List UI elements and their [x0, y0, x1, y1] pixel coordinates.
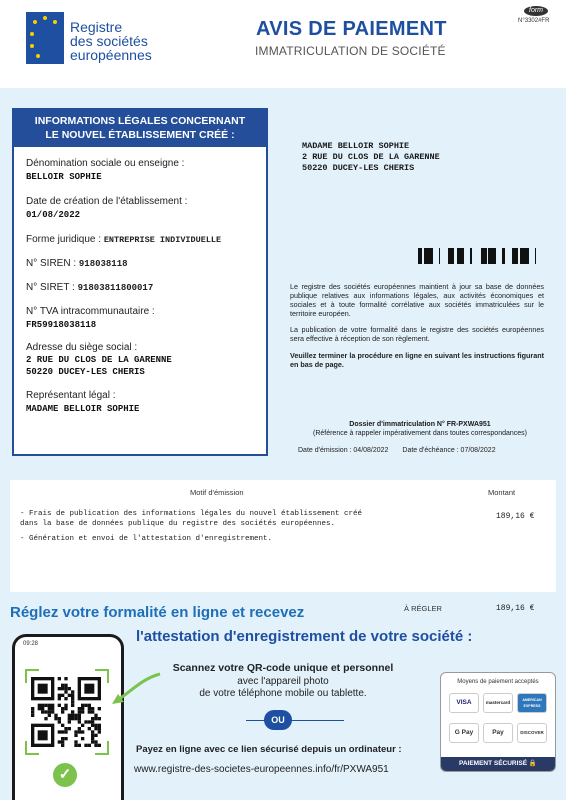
amount-due-label: À RÉGLER — [404, 604, 442, 613]
mastercard-card: mastercard — [483, 693, 513, 713]
tva-label: N° TVA intracommunautaire : — [26, 306, 155, 317]
brand-logo — [26, 8, 176, 72]
dossier-block — [300, 420, 540, 438]
pay-online-text: Payez en ligne avec ce lien sécurisé depuis un ordinateur : — [136, 744, 402, 755]
denomination-label: Dénomination sociale ou enseigne : — [26, 158, 185, 169]
representative-value: MADAME BELLOIR SOPHIE — [26, 404, 140, 414]
recipient-address — [302, 141, 440, 174]
brand-line-1: Registre — [70, 19, 123, 35]
billing-line-2: - Génération et envoi de l'attestation d'enregistrement. — [20, 535, 273, 543]
brand-name — [70, 20, 152, 62]
billing-line-1b: dans la base de données publique du registre des sociétés européennes. — [20, 520, 336, 528]
amount-due-value: 189,16 € — [496, 604, 535, 613]
legal-info-box — [12, 108, 268, 456]
siret-label: N° SIRET : — [26, 282, 75, 293]
phone-illustration — [12, 634, 124, 800]
notice-paragraph-3: Veuillez terminer la procédure en ligne en suivant les instructions figurant en bas de page. — [290, 351, 544, 369]
page-subtitle: IMMATRICULATION DE SOCIÉTÉ — [255, 44, 446, 58]
or-badge: OU — [264, 710, 292, 730]
siret-value: 91803811800017 — [77, 283, 154, 293]
billing-line-1a: - Frais de publication des informations légales du nouvel établissement créé — [20, 510, 363, 518]
creation-date-value: 01/08/2022 — [26, 210, 81, 220]
phone-time: 09:28 — [23, 641, 39, 647]
recipient-line-3: 50220 DUCEY-LES CHERIS — [302, 163, 415, 173]
brand-line-2: des sociétés — [70, 33, 148, 49]
check-icon: ✓ — [53, 763, 77, 787]
tva-value: FR59918038118 — [26, 320, 97, 330]
representative-label: Représentant légal : — [26, 390, 116, 401]
heading-line-2: LE NOUVEL ÉTABLISSEMENT CRÉÉ : — [45, 129, 235, 141]
scan-instructions — [150, 676, 416, 700]
legal-form-row — [26, 234, 221, 245]
lock-icon: 🔒 — [528, 760, 538, 767]
secure-payment-footer — [441, 757, 555, 771]
barcode — [418, 248, 542, 264]
qr-code[interactable] — [31, 677, 101, 747]
dossier-number: Dossier d'immatriculation N° FR-PXWA951 — [349, 421, 491, 428]
siret-row — [26, 282, 153, 293]
scan-line-2: de votre téléphone mobile ou tablette. — [199, 688, 367, 699]
payment-methods-box — [440, 672, 556, 772]
payment-methods-title: Moyens de paiement acceptés — [457, 679, 539, 685]
recipient-line-2: 2 RUE DU CLOS DE LA GARENNE — [302, 152, 440, 162]
scan-line-1: avec l'appareil photo — [237, 676, 329, 687]
siege-line-2: 50220 DUCEY-LES CHERIS — [26, 367, 145, 377]
form-number: N°3302#FR — [518, 18, 550, 24]
legal-form-value: ENTREPRISE INDIVIDUELLE — [103, 235, 222, 245]
emission-date: Date d'émission : 04/08/2022 — [298, 447, 389, 454]
recipient-line-1: MADAME BELLOIR SOPHIE — [302, 141, 410, 151]
amount-column-header: Montant — [488, 488, 516, 497]
google-pay-card: G Pay — [449, 723, 479, 743]
scan-title: Scannez votre QR-code unique et personnel — [172, 662, 394, 674]
dates-row — [298, 447, 496, 454]
discover-card: DISCOVER — [517, 723, 547, 743]
eu-flag-icon — [26, 12, 64, 64]
page-title: AVIS DE PAIEMENT — [256, 18, 447, 40]
motif-column-header: Motif d'émission — [190, 488, 244, 497]
form-badge: form — [524, 6, 548, 16]
secure-payment-label: PAIEMENT SÉCURISÉ — [458, 760, 528, 767]
legal-form-label: Forme juridique : — [26, 234, 102, 245]
heading-line-1: INFORMATIONS LÉGALES CONCERNANT — [34, 115, 246, 127]
denomination-value: BELLOIR SOPHIE — [26, 172, 102, 182]
notice-paragraph-1: Le registre des sociétés européennes maintient à jour sa base de données publique relatives aux informations légales, aux activités économiques et sociales et à toute formalité corrélative aux sociétés immatriculées sur le territoire européen. — [290, 282, 544, 318]
notice-paragraph-2: La publication de votre formalité dans le registre des sociétés européennes sera effective à réception de son règlement. — [290, 325, 544, 343]
payment-link[interactable]: www.registre-des-societes-europeennes.info/fr/PXWA951 — [134, 764, 389, 775]
legal-info-heading — [14, 110, 266, 147]
amex-card: AMERICAN EXPRESS — [517, 693, 547, 713]
apple-pay-card: Pay — [483, 723, 513, 743]
dossier-reference-note: (Référence à rappeler impérativement dans toutes correspondances) — [312, 430, 527, 437]
billing-amount: 189,16 € — [496, 512, 535, 521]
promo-heading-2: l'attestation d'enregistrement de votre société : — [136, 628, 473, 645]
due-date: Date d'échéance : 07/08/2022 — [402, 447, 496, 454]
siren-value: 918038118 — [78, 259, 128, 269]
siege-line-1: 2 RUE DU CLOS DE LA GARENNE — [26, 355, 172, 365]
brand-line-3: européennes — [70, 47, 152, 63]
or-divider — [246, 720, 344, 721]
siege-label: Adresse du siège social : — [26, 342, 138, 353]
creation-date-label: Date de création de l'établissement : — [26, 196, 188, 207]
visa-card: VISA — [449, 693, 479, 713]
siren-label: N° SIREN : — [26, 258, 77, 269]
siren-row — [26, 258, 128, 269]
promo-heading-1: Réglez votre formalité en ligne et recevez — [10, 604, 305, 621]
